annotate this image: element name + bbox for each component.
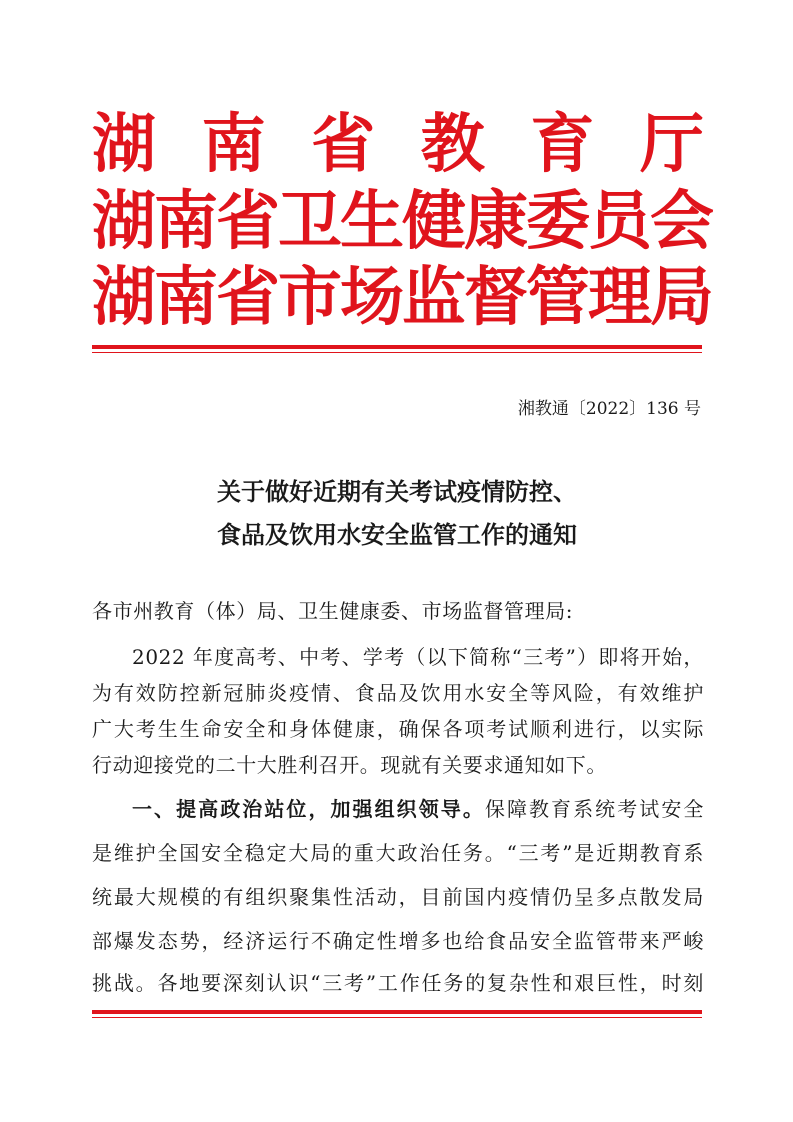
issuer-char: 育 bbox=[530, 107, 595, 182]
header-divider-thick bbox=[92, 345, 702, 349]
document-title-line-1: 关于做好近期有关考试疫情防控、 bbox=[217, 478, 577, 506]
issuer-char: 督 bbox=[464, 260, 528, 335]
issuer-char: 康 bbox=[464, 184, 528, 259]
issuer-char: 场 bbox=[340, 260, 404, 335]
footer-divider-thick bbox=[92, 1010, 702, 1014]
issuer-char: 健 bbox=[402, 184, 466, 259]
issuer-char: 教 bbox=[420, 107, 485, 182]
paragraph-line: 为有效防控新冠肺炎疫情、食品及饮用水安全等风险，有效维护 bbox=[92, 681, 704, 705]
issuer-char: 生 bbox=[340, 184, 404, 259]
issuer-char: 卫 bbox=[278, 184, 342, 259]
salutation: 各市州教育（体）局、卫生健康委、市场监督管理局: bbox=[92, 599, 574, 623]
section-1-first-line bbox=[132, 795, 704, 823]
issuer-char: 湖 bbox=[92, 260, 156, 335]
issuer-char: 省 bbox=[216, 260, 280, 335]
issuer-char: 省 bbox=[311, 107, 376, 182]
issuer-char: 南 bbox=[154, 184, 218, 259]
issuer-char: 湖 bbox=[92, 107, 156, 182]
paragraph-line: 是维护全国安全稳定大局的重大政治任务。“三考”是近期教育系 bbox=[92, 841, 704, 865]
section-1-first-line-text: 保障教育系统考试安全 bbox=[484, 797, 704, 821]
header-divider-thin bbox=[92, 352, 702, 353]
paragraph-line: 统最大规模的有组织聚集性活动，目前国内疫情仍呈多点散发局 bbox=[92, 885, 704, 909]
issuer-char: 省 bbox=[216, 184, 280, 259]
issuer-char: 南 bbox=[201, 107, 266, 182]
issuer-line-health-commission bbox=[92, 184, 714, 259]
paragraph-line: 挑战。各地要深刻认识“三考”工作任务的复杂性和艰巨性，时刻 bbox=[92, 971, 704, 995]
section-1-heading: 一、提高政治站位，加强组织领导。 bbox=[132, 797, 485, 821]
issuer-char: 管 bbox=[526, 260, 590, 335]
issuer-char: 市 bbox=[278, 260, 342, 335]
document-title-line-2: 食品及饮用水安全监管工作的通知 bbox=[217, 521, 577, 549]
paragraph-line: 广大考生生命安全和身体健康，确保各项考试顺利进行，以实际 bbox=[92, 717, 704, 741]
issuer-char: 厅 bbox=[639, 107, 704, 182]
issuer-char: 委 bbox=[526, 184, 590, 259]
issuer-line-market-regulation bbox=[92, 260, 714, 335]
issuer-char: 员 bbox=[588, 184, 652, 259]
issuer-char: 监 bbox=[402, 260, 466, 335]
issuer-char: 湖 bbox=[92, 184, 156, 259]
issuer-char: 南 bbox=[154, 260, 218, 335]
issuer-char: 理 bbox=[588, 260, 652, 335]
issuer-line-education-department bbox=[92, 107, 704, 182]
document-number: 湘教通〔2022〕136 号 bbox=[517, 399, 701, 419]
paragraph-line: 部爆发态势，经济运行不确定性增多也给食品安全监管带来严峻 bbox=[92, 929, 704, 953]
footer-divider-thin bbox=[92, 1017, 702, 1018]
paragraph-line: 2022 年度高考、中考、学考（以下简称“三考”）即将开始， bbox=[132, 645, 704, 669]
issuer-char: 会 bbox=[650, 184, 714, 259]
paragraph-line: 行动迎接党的二十大胜利召开。现就有关要求通知如下。 bbox=[92, 753, 607, 777]
issuer-char: 局 bbox=[650, 260, 714, 335]
